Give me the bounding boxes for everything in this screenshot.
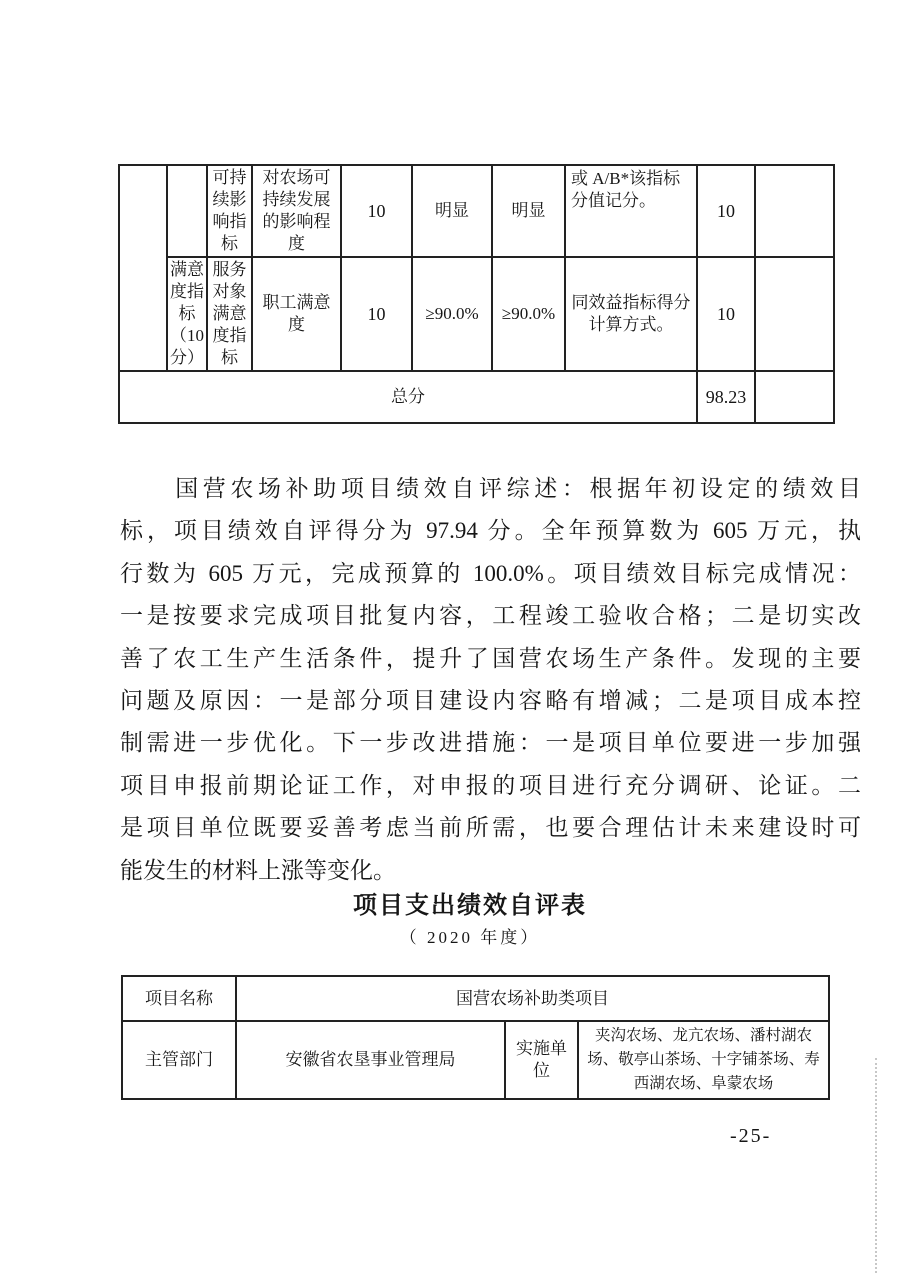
score-cell: 10 xyxy=(697,165,755,257)
summary-line: 项目申报前期论证工作，对申报的项目进行充分调研、论证。二 xyxy=(120,772,861,798)
annual-target-cell: ≥90.0% xyxy=(412,257,492,371)
remark-cell xyxy=(755,165,834,257)
summary-line: 善了农工生产生活条件，提升了国营农场生产条件。发现的主要 xyxy=(120,645,861,671)
weight-cell: 10 xyxy=(341,165,412,257)
table-row xyxy=(119,257,834,371)
project-name-cell: 国营农场补助类项目 xyxy=(236,976,829,1021)
table-row xyxy=(119,165,834,257)
actual-value-cell: 明显 xyxy=(492,165,565,257)
indicator-group-cell xyxy=(167,165,207,257)
summary-line: 问题及原因：一是部分项目建设内容略有增减；二是项目成本控 xyxy=(120,687,861,713)
summary-line: 能发生的材料上涨等变化。 xyxy=(120,857,396,883)
performance-score-table xyxy=(118,164,835,424)
indicator-section-cell xyxy=(119,165,167,371)
score-cell: 10 xyxy=(697,257,755,371)
summary-line: 行数为 605 万元，完成预算的 100.0%。项目绩效目标完成情况： xyxy=(120,560,861,586)
indicator-category-cell: 服务对象满意度指标 xyxy=(207,257,252,371)
table-row xyxy=(122,976,829,1021)
summary-line: 制需进一步优化。下一步改进措施：一是项目单位要进一步加强 xyxy=(120,730,861,756)
indicator-name-cell: 职工满意度 xyxy=(252,257,341,371)
self-evaluation-summary xyxy=(120,468,861,892)
indicator-group-cell: 满意度指标（10分） xyxy=(167,257,207,371)
weight-cell: 10 xyxy=(341,257,412,371)
actual-value-cell: ≥90.0% xyxy=(492,257,565,371)
project-name-label-cell: 项目名称 xyxy=(122,976,236,1021)
total-score-row xyxy=(119,371,834,423)
scoring-note-cell: 同效益指标得分计算方式。 xyxy=(565,257,697,371)
indicator-name-cell: 对农场可持续发展的影响程度 xyxy=(252,165,341,257)
summary-line: 是项目单位既要妥善考虑当前所需，也要合理估计未来建设时可 xyxy=(120,815,861,841)
page-number: -25- xyxy=(730,1125,772,1147)
project-info-table xyxy=(121,975,830,1100)
scoring-note-cell: 或 A/B*该指标分值记分。 xyxy=(565,165,697,257)
form-subtitle: （ 2020 年度） xyxy=(399,928,541,947)
indicator-category-cell: 可持续影响指标 xyxy=(207,165,252,257)
summary-line: 国营农场补助项目绩效自评综述：根据年初设定的绩效目 xyxy=(175,476,861,501)
implementer-label-cell: 实施单位 xyxy=(505,1021,578,1099)
implementer-list-cell: 夹沟农场、龙亢农场、潘村湖农场、敬亭山茶场、十字铺茶场、寿西湖农场、阜蒙农场 xyxy=(578,1021,829,1099)
scan-artifact-line xyxy=(875,1058,877,1273)
total-label-cell: 总分 xyxy=(119,371,697,423)
summary-line: 标，项目绩效自评得分为 97.94 分。全年预算数为 605 万元，执 xyxy=(120,518,861,544)
form-title: 项目支出绩效自评表 xyxy=(353,892,587,919)
department-cell: 安徽省农垦事业管理局 xyxy=(236,1021,505,1099)
table-row xyxy=(122,1021,829,1099)
department-label-cell: 主管部门 xyxy=(122,1021,236,1099)
summary-line: 一是按要求完成项目批复内容，工程竣工验收合格；二是切实改 xyxy=(120,603,861,629)
total-score-cell: 98.23 xyxy=(697,371,755,423)
remark-cell xyxy=(755,371,834,423)
annual-target-cell: 明显 xyxy=(412,165,492,257)
remark-cell xyxy=(755,257,834,371)
